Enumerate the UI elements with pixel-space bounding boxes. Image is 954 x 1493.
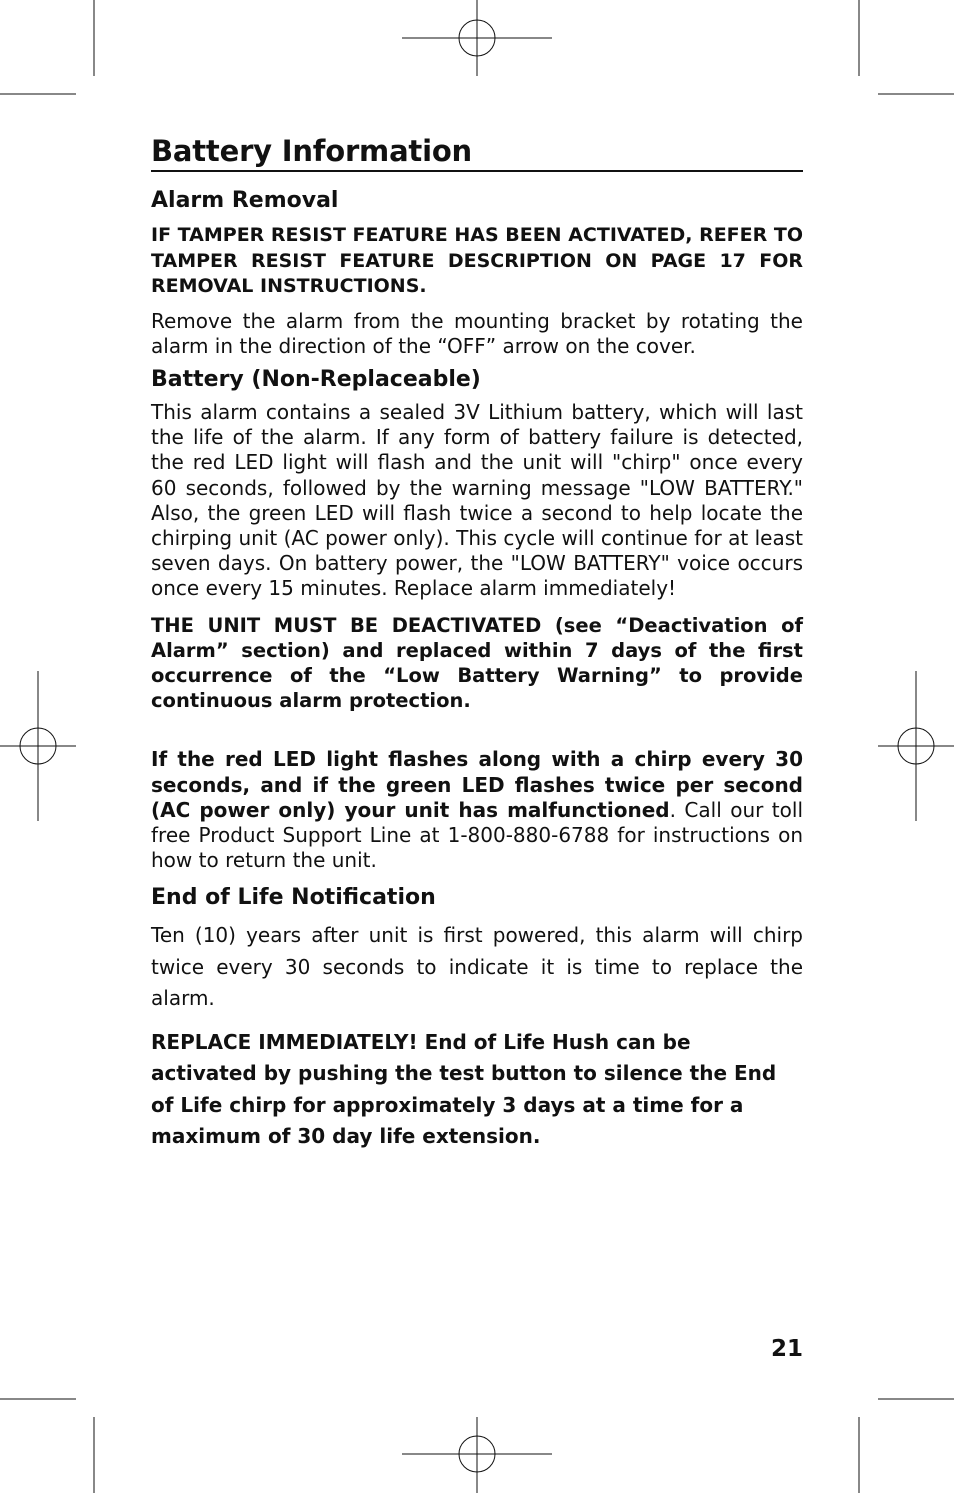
end-of-life-text: Ten (10) years after unit is first powered, this alarm will chirp twice every 30 seconds to indicate it is time to replace the alarm. <box>151 923 803 1011</box>
battery-text: This alarm contains a sealed 3V Lithium battery, which will last the life of the alarm. If any form of battery failure is detected, the red LED light will flash and the unit will "chirp" once every 60 seconds, followed by the warning message "LOW BATTERY." Also, the green LED will flash twice a second to help locate the chirping unit (AC power only). This cycle will continue for at least seven days. On battery power, the "LOW BATTERY" voice occurs once every 15 minutes. Replace alarm immediately! <box>151 399 803 601</box>
deactivation-warning: THE UNIT MUST BE DEACTIVATED (see “Deactivation of Alarm” section) and replaced within 7 days of the first occurrence of the “Low Battery Warning” to provide continuous alarm protection. <box>151 613 803 713</box>
page-title: Battery Information <box>151 132 803 172</box>
alarm-removal-heading: Alarm Removal <box>151 188 339 213</box>
malfunction-paragraph <box>151 747 803 873</box>
malfunction-bold: If the red LED light flashes along with a chirp every 30 seconds, and if the green LED flashes twice per second (AC power only) your unit has malfunctioned <box>151 747 803 822</box>
replace-immediately-note: REPLACE IMMEDIATELY! End of Life Hush can be activated by pushing the test button to silence the End of Life chirp for approximately 3 days at a time for a maximum of 30 day life extension. <box>151 1029 777 1149</box>
page-content <box>151 132 803 1153</box>
page-number: 21 <box>770 1336 803 1362</box>
battery-heading: Battery (Non-Replaceable) <box>151 366 481 392</box>
malfunction-rest: . Call our toll free Product Support Line at 1-800-880-6788 for instructions on how to return the unit. <box>151 797 803 873</box>
end-of-life-heading: End of Life Notification <box>151 885 436 911</box>
tamper-resist-note: IF TAMPER RESIST FEATURE HAS BEEN ACTIVATED, REFER TO TAMPER RESIST FEATURE DESCRIPTION ON PAGE 17 FOR REMOVAL INSTRUCTIONS. <box>151 224 803 297</box>
alarm-removal-text: Remove the alarm from the mounting bracket by rotating the alarm in the direction of the “OFF” arrow on the cover. <box>151 308 803 358</box>
